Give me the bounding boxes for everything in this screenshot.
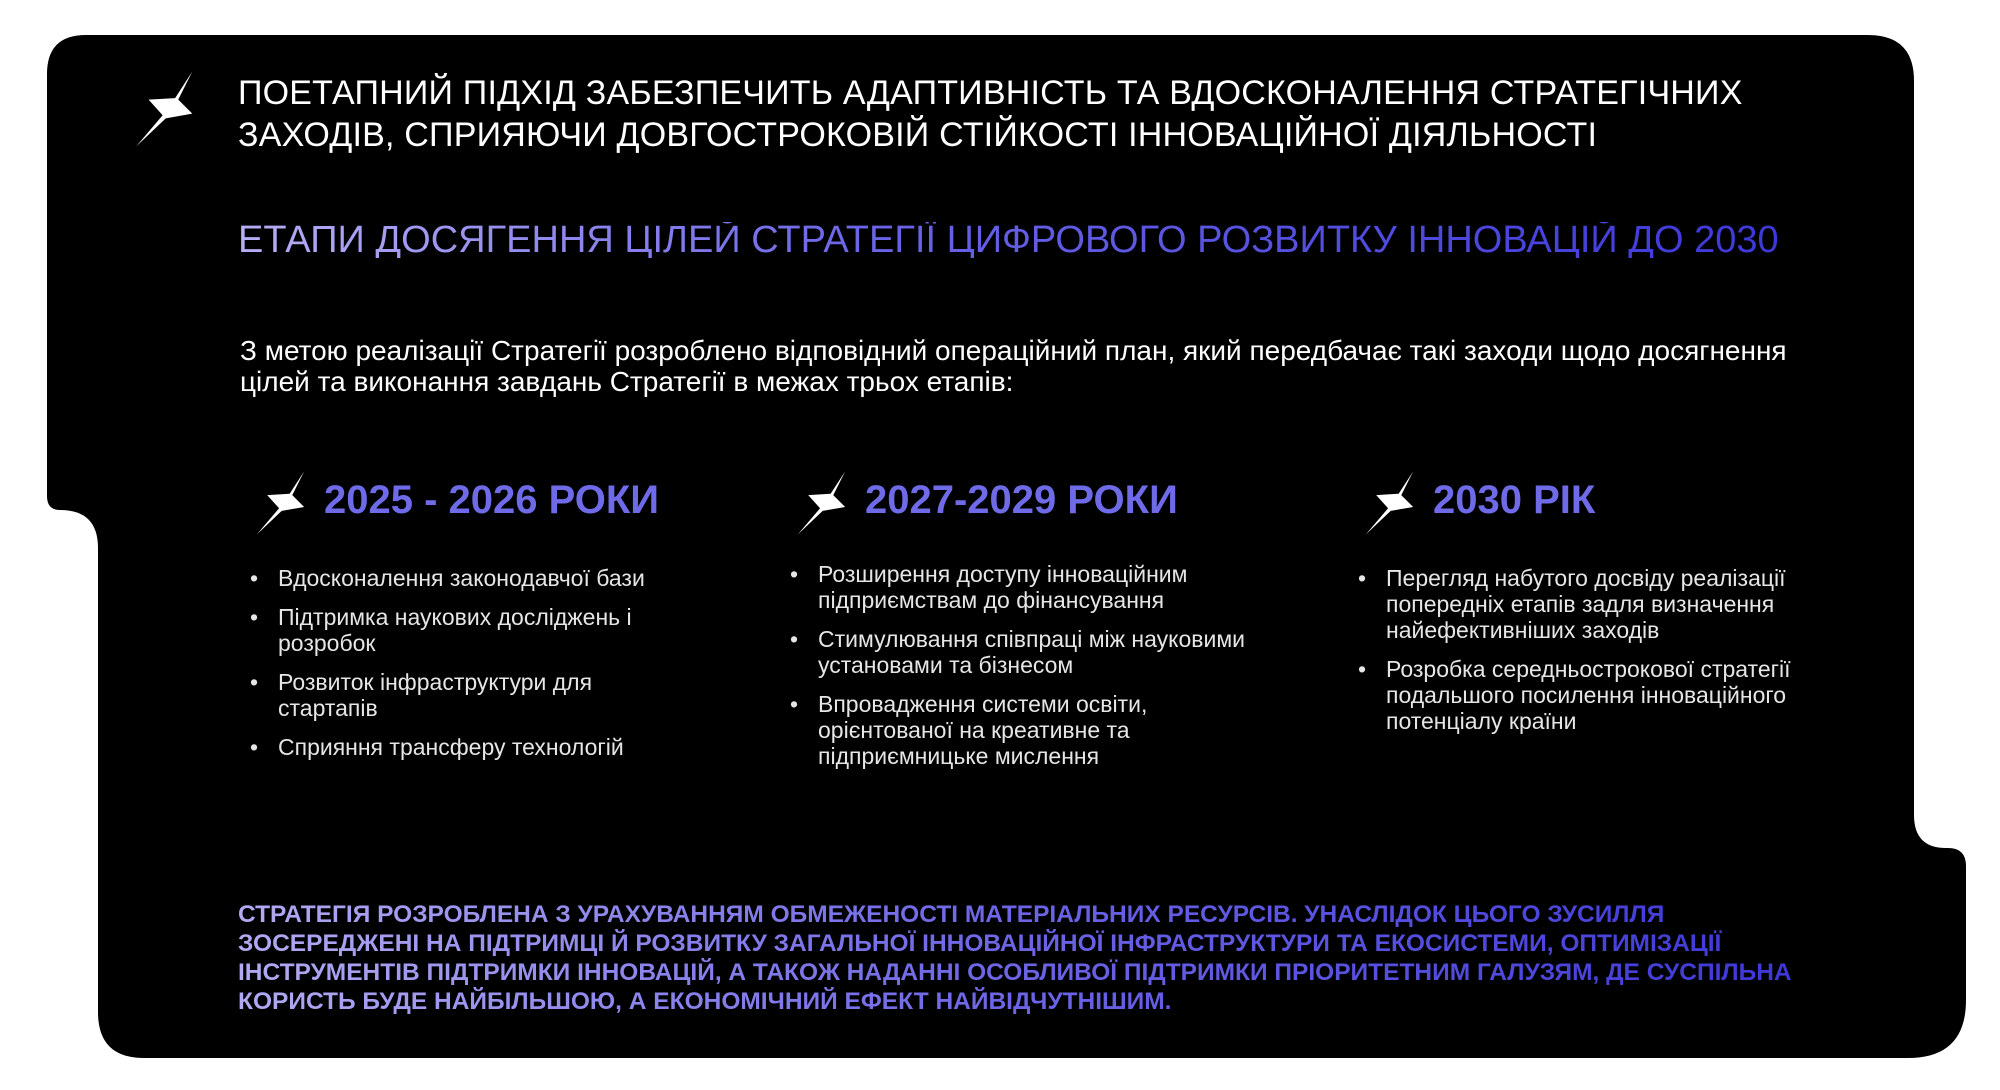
list-item: • Розробка середньострокової стратегії подальшого посилення інноваційного потенціалу країни: [1358, 656, 1803, 734]
sparkle-star-icon: [254, 470, 320, 536]
sparkle-star-icon: [133, 70, 211, 148]
list-item: • Сприяння трансферу технологій: [250, 734, 670, 760]
intro-text: З метою реалізації Стратегії розроблено відповідний операційний план, який передбачає такі заходи щодо досягнення цілей та виконання завдань Стратегії в межах трьох етапів:: [240, 335, 1787, 397]
list-item: • Стимулювання співпраці між науковими установами та бізнесом: [790, 626, 1250, 678]
list-item: • Вдосконалення законодавчої бази: [250, 565, 670, 591]
list-item: • Підтримка наукових досліджень і розробок: [250, 604, 670, 656]
sparkle-star-icon: [795, 470, 861, 536]
stage-heading: 2027-2029 РОКИ: [865, 478, 1178, 522]
stage-list: [1358, 565, 1803, 747]
list-item: • Впровадження системи освіти, орієнтованої на креативне та підприємницьке мислення: [790, 691, 1250, 769]
stage-list: [790, 561, 1250, 782]
list-item: • Розширення доступу інноваційним підприємствам до фінансування: [790, 561, 1250, 613]
stage-heading: 2030 РІК: [1433, 478, 1596, 522]
sparkle-star-icon: [1363, 470, 1429, 536]
footer-note: СТРАТЕГІЯ РОЗРОБЛЕНА З УРАХУВАННЯМ ОБМЕЖЕНОСТІ МАТЕРІАЛЬНИХ РЕСУРСІВ. УНАСЛІДОК ЦЬОГО ЗУСИЛЛЯ ЗОСЕРЕДЖЕНІ НА ПІДТРИМЦІ Й РОЗВИТКУ ЗАГАЛЬНОЇ ІННОВАЦІЙНОЇ ІНФРАСТРУКТУРИ ТА ЕКОСИСТЕМИ, ОПТИМІЗАЦІЇ ІНСТРУМЕНТІВ ПІДТРИМКИ ІННОВАЦІЙ, А ТАКОЖ НАДАННІ ОСОБЛИВОЇ ПІДТРИМКИ ПРІОРИТЕТНИМ ГАЛУЗЯМ, ДЕ СУСПІЛЬНА КОРИСТЬ БУДЕ НАЙБІЛЬШОЮ, А ЕКОНОМІЧНИЙ ЕФЕКТ НАЙВІДЧУТНІШИМ.: [238, 900, 1838, 1016]
list-item: • Розвиток інфраструктури для стартапів: [250, 669, 670, 721]
section-title: ЕТАПИ ДОСЯГЕННЯ ЦІЛЕЙ СТРАТЕГІЇ ЦИФРОВОГО РОЗВИТКУ ІННОВАЦІЙ ДО 2030: [238, 222, 1818, 258]
stage-heading: 2025 - 2026 РОКИ: [324, 478, 660, 522]
headline: ПОЕТАПНИЙ ПІДХІД ЗАБЕЗПЕЧИТЬ АДАПТИВНІСТЬ ТА ВДОСКОНАЛЕННЯ СТРАТЕГІЧНИХ ЗАХОДІВ, СПРИЯЮЧИ ДОВГОСТРОКОВІЙ СТІЙКОСТІ ІННОВАЦІЙНОЇ ДІЯЛЬНОСТІ: [238, 74, 1743, 154]
list-item: • Перегляд набутого досвіду реалізації попередніх етапів задля визначення найефективніших заходів: [1358, 565, 1803, 643]
stage-list: [250, 565, 670, 773]
